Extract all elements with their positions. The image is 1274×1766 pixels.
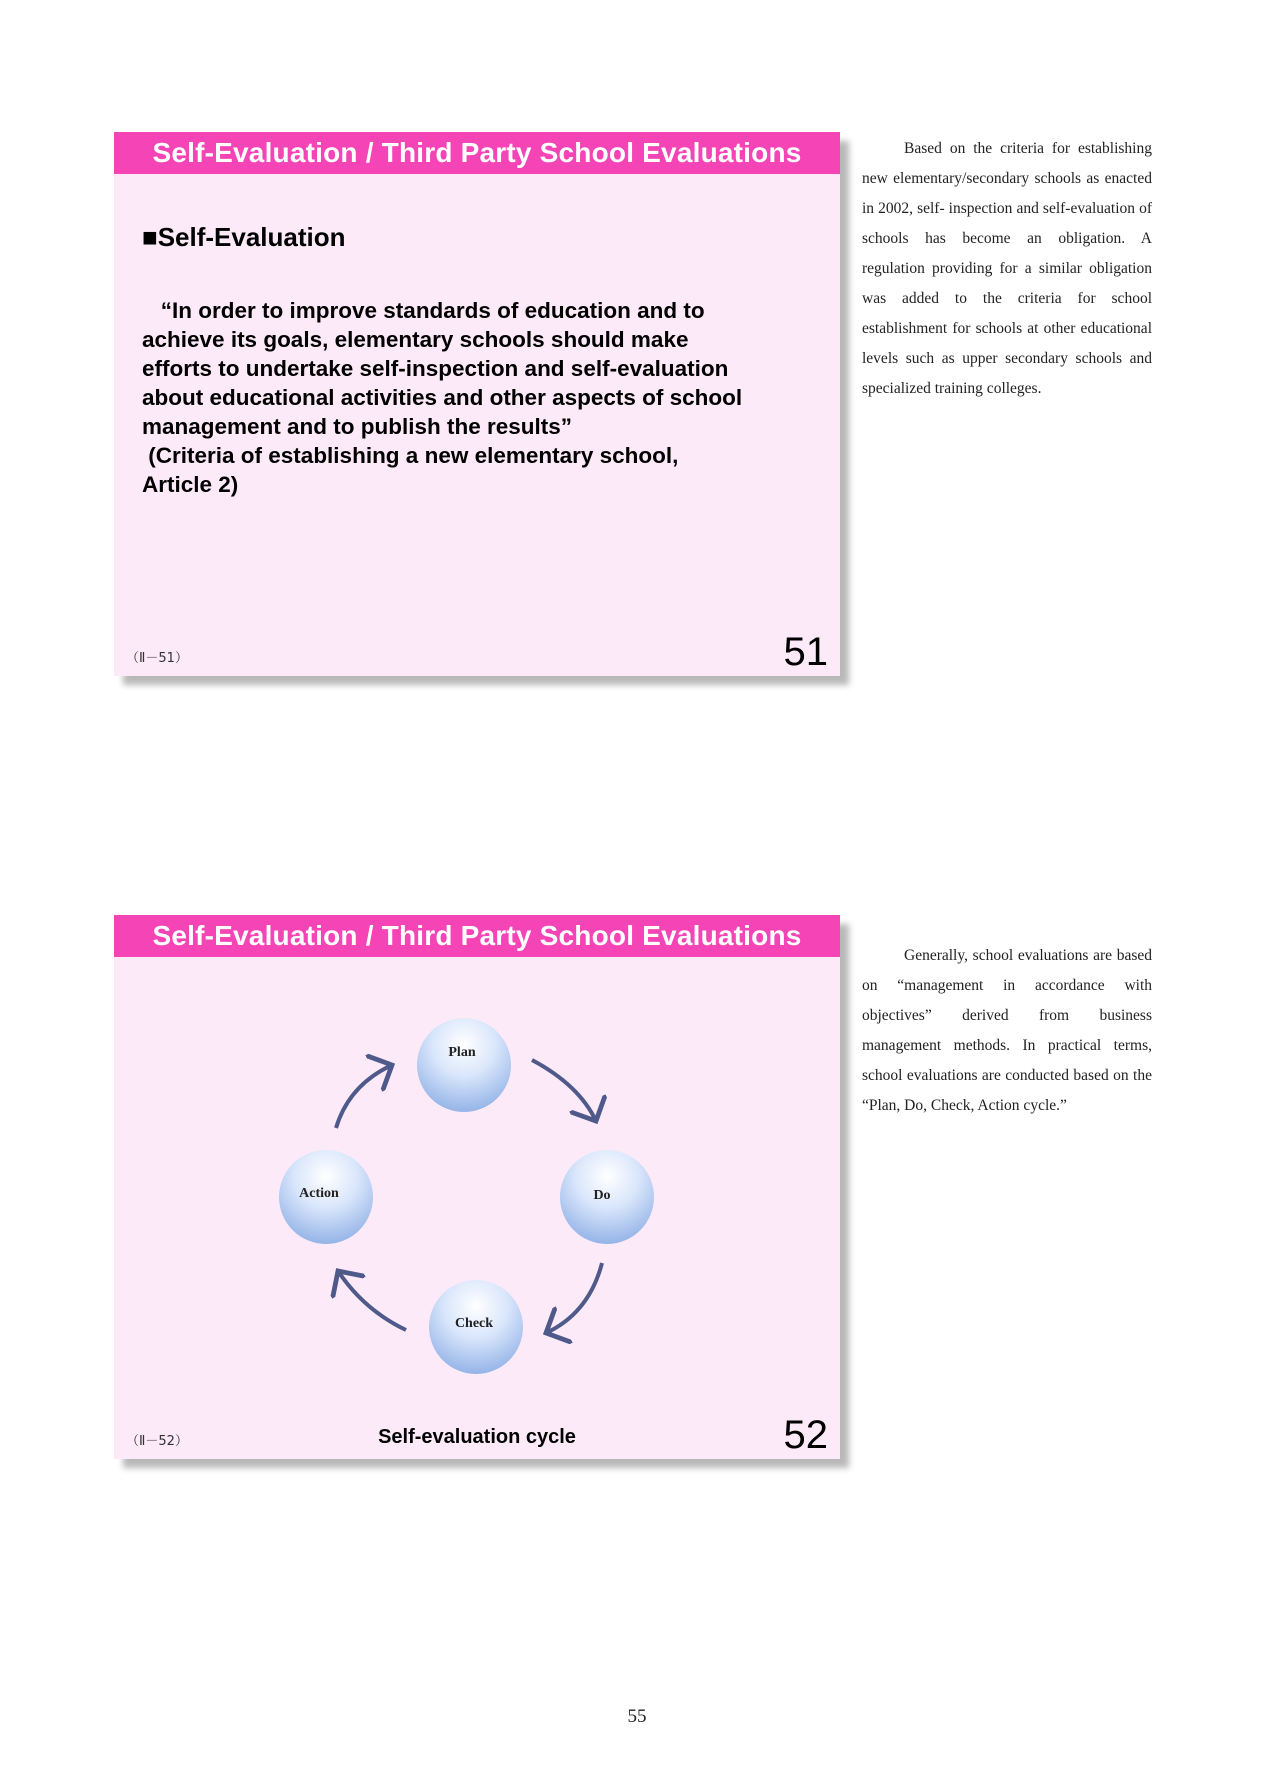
slide-code: （Ⅱ－51）	[126, 651, 188, 666]
node-do	[560, 1150, 654, 1244]
slide-header: Self-Evaluation / Third Party School Evaluations	[114, 915, 840, 957]
pdca-cycle-diagram	[114, 915, 840, 1459]
node-action	[279, 1150, 373, 1244]
arrow-do-to-check	[546, 1263, 602, 1333]
slide-51-notes: Based on the criteria for establishing new elementary/secondary schools as enacted in 2002, self- inspection and self-evaluation of schools has become an obligation. A regulation providing for a similar obligation was added to the criteria for school establishment for schools at other educational levels such as upper secondary schools and specialized training colleges.	[862, 140, 1152, 397]
node-check-label: Check	[454, 1316, 494, 1331]
criteria-quote: “In order to improve standards of education and to achieve its goals, elementary schools should make efforts to undertake self-inspection and self-evaluation about educational activities and other aspects of school management and to publish the results” (Criteria of establishing a new elementary school, Article 2)	[142, 298, 743, 497]
slide-number: 52	[783, 1413, 828, 1457]
arrow-check-to-action	[338, 1271, 406, 1330]
node-action-label: Action	[299, 1186, 339, 1201]
node-plan	[417, 1018, 511, 1112]
slide-52-notes: Generally, school evaluations are based on “management in accordance with objectives” derived from business management methods. In practical terms, school evaluations are conducted based on the “Plan, Do, Check, Action cycle.”	[862, 947, 1152, 1114]
section-heading: ■Self-Evaluation	[142, 222, 346, 252]
diagram-caption: Self-evaluation cycle	[378, 1426, 576, 1448]
slide-51	[114, 132, 840, 676]
node-plan-label: Plan	[448, 1045, 476, 1060]
node-check	[429, 1280, 523, 1374]
slide-number: 51	[783, 630, 828, 674]
page-number: 55	[627, 1706, 647, 1727]
slide-52	[114, 915, 840, 1459]
arrow-action-to-plan	[336, 1065, 392, 1128]
slide-header: Self-Evaluation / Third Party School Evaluations	[114, 132, 840, 174]
slide-code: （Ⅱ－52）	[126, 1434, 188, 1449]
node-do-label: Do	[593, 1188, 611, 1203]
arrow-plan-to-do	[532, 1060, 596, 1121]
